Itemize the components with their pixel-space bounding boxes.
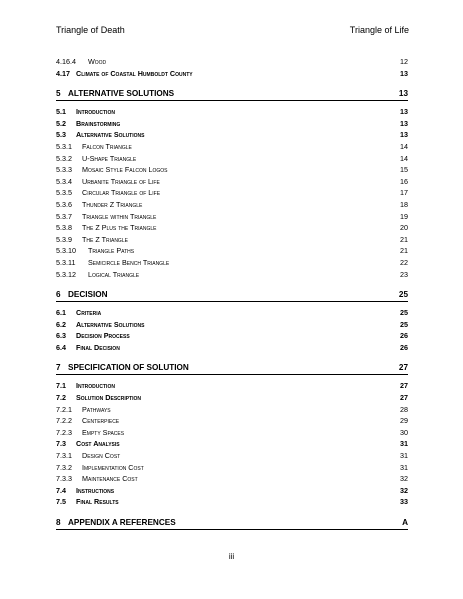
toc-entry-title: The Z Triangle bbox=[82, 234, 128, 244]
toc-entry[interactable] bbox=[56, 392, 408, 404]
toc-entry-page: 27 bbox=[400, 393, 408, 403]
toc-entry-page: 23 bbox=[400, 269, 408, 279]
toc-entry[interactable] bbox=[56, 199, 408, 211]
toc-entry-title: Final Decision bbox=[76, 342, 120, 352]
toc-entry-number: 5 bbox=[56, 89, 61, 99]
toc-entry-number: 7.2.3 bbox=[56, 427, 72, 437]
toc-entry[interactable] bbox=[56, 485, 408, 497]
toc-entry-title: Criteria bbox=[76, 308, 102, 318]
toc-entry-page: 17 bbox=[400, 188, 408, 198]
toc-entry-number: 5.3.12 bbox=[56, 269, 76, 279]
toc-entry[interactable] bbox=[56, 462, 408, 474]
toc-entry[interactable] bbox=[56, 380, 408, 392]
toc-entry-title: Thunder Z Triangle bbox=[82, 199, 143, 209]
toc-entry-number: 5.3.6 bbox=[56, 199, 72, 209]
toc-entry-number: 6.2 bbox=[56, 319, 66, 329]
toc-entry-number: 5.3 bbox=[56, 130, 66, 140]
toc-entry-number: 5.3.3 bbox=[56, 165, 72, 175]
toc-entry-number: 5.3.4 bbox=[56, 176, 72, 186]
toc-entry-number: 7.3 bbox=[56, 439, 66, 449]
toc-entry-page: 22 bbox=[400, 257, 408, 267]
toc-entry-number: 7.5 bbox=[56, 497, 66, 507]
toc-entry-page: 12 bbox=[400, 57, 408, 66]
toc-entry[interactable] bbox=[56, 211, 408, 223]
toc-entry-number: 7.2.2 bbox=[56, 416, 72, 426]
toc-entry-title: APPENDIX A REFERENCES bbox=[68, 518, 176, 527]
toc-entry[interactable] bbox=[56, 153, 408, 165]
toc-entry-page: 25 bbox=[400, 308, 408, 318]
toc-chapter-heading[interactable] bbox=[56, 361, 408, 375]
running-header-left: Triangle of Death bbox=[56, 25, 125, 35]
toc-entry[interactable] bbox=[56, 307, 408, 319]
toc-entry-title: Mosaic Style Falcon Logos bbox=[82, 165, 168, 175]
toc-chapter-heading[interactable] bbox=[56, 288, 408, 302]
toc-entry[interactable] bbox=[56, 257, 408, 269]
toc-entry-title: Empty Spaces bbox=[82, 427, 125, 437]
toc-entry-title: Triangle within Triangle bbox=[82, 211, 157, 221]
toc-entry-title: Solution Description bbox=[76, 393, 142, 403]
toc-entry-page: 26 bbox=[400, 342, 408, 352]
toc-entry-page: 31 bbox=[400, 451, 408, 461]
toc-entry-number: 6.1 bbox=[56, 308, 66, 318]
toc-entry-page: 25 bbox=[400, 319, 408, 329]
toc-entry-number: 5.3.1 bbox=[56, 141, 72, 151]
toc-entry-title: Introduction bbox=[76, 107, 115, 117]
toc-entry[interactable] bbox=[56, 427, 408, 439]
toc-entry[interactable] bbox=[56, 438, 408, 450]
toc-entry-page: 20 bbox=[400, 223, 408, 233]
toc-entry-page: 14 bbox=[400, 153, 408, 163]
toc-entry-title: Falcon Triangle bbox=[82, 141, 132, 151]
toc-entry-title: Urbanite Triangle of Life bbox=[82, 176, 160, 186]
toc-entry-title: Alternative Solutions bbox=[76, 319, 145, 329]
toc-entry-number: 6 bbox=[56, 290, 61, 300]
toc-entry-page: 13 bbox=[400, 130, 408, 140]
toc-entry-page: 31 bbox=[400, 439, 408, 449]
toc-entry-page: 21 bbox=[400, 234, 408, 244]
toc-entry[interactable] bbox=[56, 164, 408, 176]
toc-entry-page: 31 bbox=[400, 462, 408, 472]
toc-entry[interactable] bbox=[56, 106, 408, 118]
toc-entry-number: 8 bbox=[56, 518, 61, 527]
toc-entry-number: 5.3.9 bbox=[56, 234, 72, 244]
toc-entry-number: 5.1 bbox=[56, 107, 66, 117]
toc-entry[interactable] bbox=[56, 176, 408, 188]
toc-entry[interactable] bbox=[56, 473, 408, 485]
toc-entry-title: Semicircle Bench Triangle bbox=[88, 257, 170, 267]
toc-entry-title: Final Results bbox=[76, 497, 119, 507]
toc-entry-number: 7.4 bbox=[56, 485, 66, 495]
toc-entry-number: 6.3 bbox=[56, 331, 66, 341]
toc-entry-title: The Z Plus the Triangle bbox=[82, 223, 157, 233]
toc-entry-page: 25 bbox=[398, 290, 408, 300]
toc-entry[interactable] bbox=[56, 496, 408, 508]
toc-entry-number: 5.3.7 bbox=[56, 211, 72, 221]
page-number: iii bbox=[228, 552, 235, 561]
toc-entry-title: Maintenance Cost bbox=[82, 474, 138, 484]
toc-entry-page: 32 bbox=[400, 474, 408, 484]
toc-entry[interactable] bbox=[56, 342, 408, 354]
toc-entry-title: Implementation Cost bbox=[82, 462, 144, 472]
toc-entry[interactable] bbox=[56, 450, 408, 462]
toc-entry-page: 18 bbox=[400, 199, 408, 209]
toc-entry-number: 7.3.2 bbox=[56, 462, 72, 472]
toc-entry-page: 30 bbox=[400, 427, 408, 437]
toc-entry-number: 7.3.3 bbox=[56, 474, 72, 484]
toc-entry[interactable] bbox=[56, 129, 408, 141]
toc-entry-title: Wood bbox=[88, 57, 107, 66]
toc-entry-number: 5.3.2 bbox=[56, 153, 72, 163]
toc-entry-number: 7 bbox=[56, 363, 61, 373]
toc-entry-title: SPECIFICATION OF SOLUTION bbox=[68, 363, 189, 373]
toc-entry[interactable] bbox=[56, 187, 408, 199]
toc-chapter-heading[interactable] bbox=[56, 87, 408, 101]
toc-entry-number: 4.17 bbox=[56, 68, 70, 78]
toc-entry-title: Decision Process bbox=[76, 331, 130, 341]
toc-entry-title: Introduction bbox=[76, 381, 115, 391]
toc-entry-number: 7.1 bbox=[56, 381, 66, 391]
toc-entry-page: 13 bbox=[400, 107, 408, 117]
running-header-right: Triangle of Life bbox=[349, 25, 409, 35]
toc-entry-page: 19 bbox=[400, 211, 408, 221]
toc-entry[interactable] bbox=[56, 269, 408, 281]
toc-entry-page: 21 bbox=[400, 246, 408, 256]
toc-entry[interactable] bbox=[56, 330, 408, 342]
toc-entry-page: 32 bbox=[400, 485, 408, 495]
toc-entry-title: Alternative Solutions bbox=[76, 130, 145, 140]
toc-entry-page: 13 bbox=[400, 118, 408, 128]
toc-entry-page: 26 bbox=[400, 331, 408, 341]
toc-entry-title: Pathways bbox=[82, 404, 111, 414]
toc-entry-number: 7.2 bbox=[56, 393, 66, 403]
toc-entry-page: 13 bbox=[400, 68, 408, 78]
toc-entry-number: 5.3.11 bbox=[56, 257, 76, 267]
toc-entry-page: 29 bbox=[400, 416, 408, 426]
toc-entry-number: 4.16.4 bbox=[56, 57, 76, 66]
toc-entry-number: 7.3.1 bbox=[56, 451, 72, 461]
toc-entry[interactable] bbox=[56, 141, 408, 153]
toc-entry-number: 6.4 bbox=[56, 342, 66, 352]
toc-entry-page: 14 bbox=[400, 141, 408, 151]
toc-entry-page: A bbox=[402, 518, 408, 527]
toc-entry-page: 13 bbox=[398, 89, 408, 99]
toc-entry[interactable] bbox=[56, 404, 408, 416]
toc-entry[interactable] bbox=[56, 118, 408, 130]
toc-entry-page: 15 bbox=[400, 165, 408, 175]
toc-entry[interactable] bbox=[56, 319, 408, 331]
toc-entry-title: DECISION bbox=[68, 290, 108, 300]
toc-entry-number: 5.3.8 bbox=[56, 223, 72, 233]
toc-entry-title: Instructions bbox=[76, 485, 115, 495]
toc-entry[interactable] bbox=[56, 68, 408, 80]
toc-entry-page: 16 bbox=[400, 176, 408, 186]
toc-entry-title: Triangle Paths bbox=[88, 246, 135, 256]
toc-entry-title: Brainstorming bbox=[76, 118, 121, 128]
toc-entry-title: Design Cost bbox=[82, 451, 121, 461]
toc-entry-title: ALTERNATIVE SOLUTIONS bbox=[68, 89, 175, 99]
toc-entry-title: Centerpiece bbox=[82, 416, 120, 426]
toc-entry-number: 5.3.5 bbox=[56, 188, 72, 198]
toc-entry-title: Cost Analysis bbox=[76, 439, 120, 449]
toc-entry-page: 33 bbox=[400, 497, 408, 507]
toc-entry-number: 5.2 bbox=[56, 118, 66, 128]
toc-entry-page: 27 bbox=[400, 381, 408, 391]
toc-chapter-heading[interactable] bbox=[56, 516, 408, 530]
toc-entry-number: 7.2.1 bbox=[56, 404, 72, 414]
toc-entry[interactable] bbox=[56, 234, 408, 246]
table-of-contents bbox=[56, 56, 408, 535]
toc-entry-title: Logical Triangle bbox=[88, 269, 140, 279]
toc-entry-number: 5.3.10 bbox=[56, 246, 76, 256]
toc-entry[interactable] bbox=[56, 222, 408, 234]
toc-entry-title: Circular Triangle of Life bbox=[82, 188, 161, 198]
toc-entry[interactable] bbox=[56, 415, 408, 427]
toc-entry-title: U-Shape Triangle bbox=[82, 153, 137, 163]
toc-entry-page: 28 bbox=[400, 404, 408, 414]
toc-entry[interactable] bbox=[56, 245, 408, 257]
toc-entry[interactable] bbox=[56, 56, 408, 68]
toc-entry-title: Climate of Coastal Humboldt County bbox=[76, 68, 193, 78]
toc-entry-page: 27 bbox=[398, 363, 408, 373]
